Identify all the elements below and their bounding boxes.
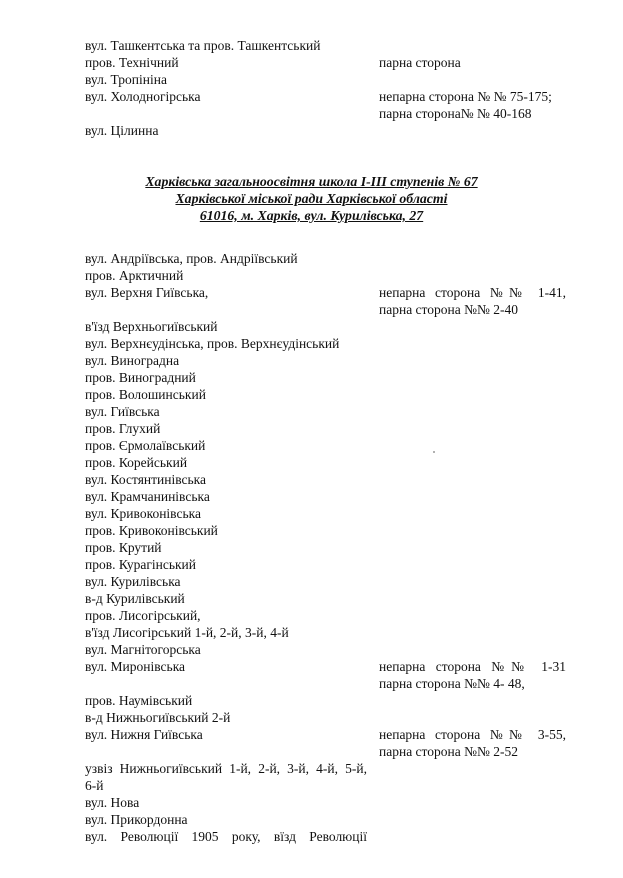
school-heading-address: 61016, м. Харків, вул. Курилівська, 27 bbox=[199, 208, 424, 223]
street-line: 6-й bbox=[85, 778, 104, 793]
street-line: пров. Корейський bbox=[85, 455, 188, 470]
street-line: вул. Верхнєудінська, пров. Верхнєудінський bbox=[85, 336, 340, 351]
street-line: вул. Холодногірська bbox=[85, 89, 201, 104]
street-line: пров. Волошинський bbox=[85, 387, 206, 402]
street-line: пров. Глухий bbox=[85, 421, 161, 436]
street-line: вул. Костянтинівська bbox=[85, 472, 207, 487]
street-line: вул. Кривоконівська bbox=[85, 506, 201, 521]
street-line: пров. Арктичний bbox=[85, 268, 184, 283]
street-line: вул. Нова bbox=[85, 795, 140, 810]
street-line: в'їзд Лисогірський 1-й, 2-й, 3-й, 4-й bbox=[85, 625, 289, 640]
street-line: пров. Кривоконівський bbox=[85, 523, 218, 538]
street-line: пров. Курагінський bbox=[85, 557, 196, 572]
parity-note: парна сторона№ № 40-168 bbox=[379, 106, 532, 121]
street-line: вул. Миронівська bbox=[85, 659, 186, 674]
street-line: вул. Революції 1905 року, вїзд Революції bbox=[85, 829, 367, 844]
parity-note: парна сторона №№ 4- 48, bbox=[379, 676, 525, 691]
street-line: вул. Виноградна bbox=[85, 353, 180, 368]
street-line: вул. Гиївська bbox=[85, 404, 160, 419]
street-line: пров. Виноградний bbox=[85, 370, 196, 385]
parity-note: непарна сторона №№ 3-55, bbox=[379, 727, 566, 742]
street-line: пров. Наумівський bbox=[85, 693, 193, 708]
scan-speck bbox=[433, 451, 435, 453]
school-heading-line2: Харківської міської ради Харківської області bbox=[175, 191, 448, 206]
street-line: пров. Єрмолаївський bbox=[85, 438, 206, 453]
street-line: узвіз Нижньогиївський 1-й, 2-й, 3-й, 4-й, 5-й, bbox=[85, 761, 367, 776]
street-line: вул. Тропініна bbox=[85, 72, 167, 87]
street-line: вул. Прикордонна bbox=[85, 812, 188, 827]
parity-note: парна сторона bbox=[379, 55, 461, 70]
parity-note: парна сторона №№ 2-52 bbox=[379, 744, 518, 759]
parity-note: непарна сторона №№ 1-41, bbox=[379, 285, 566, 300]
street-line: пров. Технічний bbox=[85, 55, 179, 70]
street-line: вул. Цілинна bbox=[85, 123, 159, 138]
parity-note: непарна сторона № № 75-175; bbox=[379, 89, 552, 104]
street-line: вул. Крамчанинівська bbox=[85, 489, 210, 504]
street-line: пров. Крутий bbox=[85, 540, 162, 555]
street-line: вул. Андріївська, пров. Андріївський bbox=[85, 251, 298, 266]
street-line: вул. Курилівська bbox=[85, 574, 181, 589]
street-line: пров. Лисогірський, bbox=[85, 608, 201, 623]
street-line: вул. Магнітогорська bbox=[85, 642, 201, 657]
street-line: в-д Курилівський bbox=[85, 591, 185, 606]
school-heading-line1: Харківська загальноосвітня школа І-ІІІ ступенів № 67 bbox=[145, 174, 478, 189]
street-line: вул. Нижня Гиївська bbox=[85, 727, 203, 742]
street-line: в'їзд Верхньогиївський bbox=[85, 319, 218, 334]
street-line: в-д Нижньогиївський 2-й bbox=[85, 710, 231, 725]
street-line: вул. Верхня Гиївська, bbox=[85, 285, 209, 300]
street-line: вул. Ташкентська та пров. Ташкентський bbox=[85, 38, 321, 53]
parity-note: непарна сторона №№ 1-31 bbox=[379, 659, 566, 674]
parity-note: парна сторона №№ 2-40 bbox=[379, 302, 518, 317]
